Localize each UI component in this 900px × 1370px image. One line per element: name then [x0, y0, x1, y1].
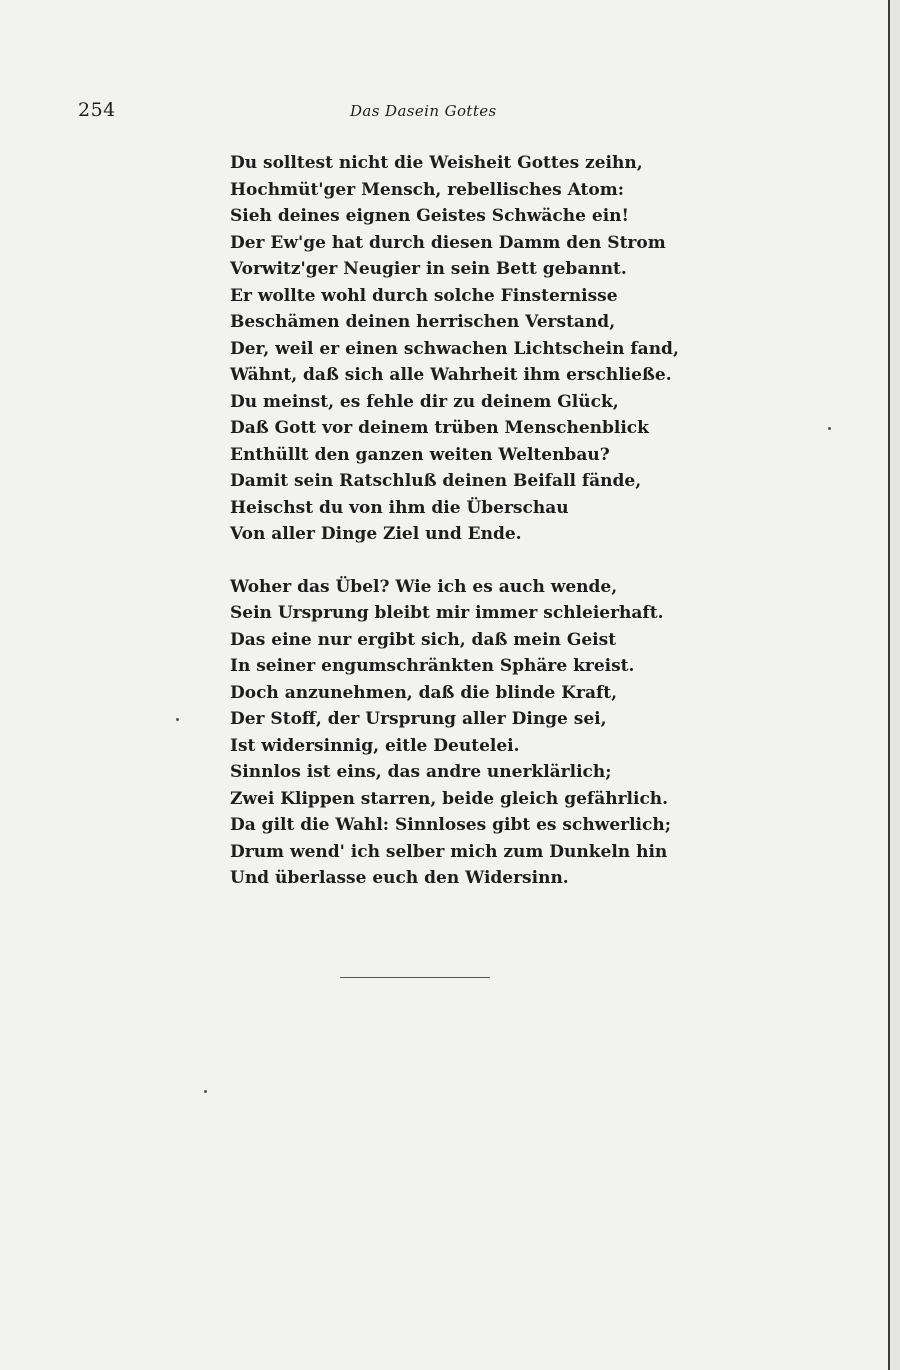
print-speck	[176, 718, 179, 721]
poem-line: Das eine nur ergibt sich, daß mein Geist	[230, 629, 617, 650]
poem-line: Doch anzunehmen, daß die blinde Kraft,	[230, 682, 618, 703]
running-head: Das Dasein Gottes	[350, 102, 497, 120]
poem-line: Woher das Übel? Wie ich es auch wende,	[230, 576, 618, 597]
poem-line: Heischst du von ihm die Überschau	[230, 497, 569, 518]
poem	[230, 150, 679, 892]
poem-line: Hochmüt'ger Mensch, rebellisches Atom:	[230, 179, 624, 200]
poem-line: Daß Gott vor deinem trüben Menschenblick	[230, 418, 649, 438]
print-speck	[204, 1090, 207, 1093]
poem-line: Beschämen deinen herrischen Verstand,	[230, 312, 616, 332]
page-edge	[888, 0, 890, 1370]
poem-line: Er wollte wohl durch solche Finsternisse	[230, 285, 618, 306]
poem-line: Du solltest nicht die Weisheit Gottes zeihn,	[230, 153, 643, 173]
poem-line: Von aller Dinge Ziel und Ende.	[230, 524, 522, 544]
poem-line: Der, weil er einen schwachen Lichtschein fand,	[230, 338, 679, 359]
stanza-2	[230, 574, 671, 892]
poem-line: Der Stoff, der Ursprung aller Dinge sei,	[230, 709, 607, 729]
page-edge-shadow	[890, 0, 900, 1370]
poem-line: In seiner engumschränkten Sphäre kreist.	[230, 656, 635, 676]
poem-line: Du meinst, es fehle dir zu deinem Glück,	[230, 391, 619, 412]
poem-line: Enthüllt den ganzen weiten Weltenbau?	[230, 444, 610, 465]
print-speck	[828, 427, 831, 430]
page-number: 254	[78, 99, 116, 121]
poem-line: Da gilt die Wahl: Sinnloses gibt es schwerlich;	[230, 815, 671, 835]
poem-line: Der Ew'ge hat durch diesen Damm den Strom	[230, 232, 666, 253]
poem-line: Drum wend' ich selber mich zum Dunkeln hin	[230, 841, 668, 862]
poem-line: Wähnt, daß sich alle Wahrheit ihm erschließe.	[230, 365, 672, 385]
poem-line: Ist widersinnig, eitle Deutelei.	[230, 735, 520, 756]
poem-line: Sieh deines eignen Geistes Schwäche ein!	[230, 206, 629, 226]
poem-line: Damit sein Ratschluß deinen Beifall fände,	[230, 471, 642, 491]
poem-line: Vorwitz'ger Neugier in sein Bett gebannt.	[230, 259, 627, 279]
poem-line: Und überlasse euch den Widersinn.	[230, 868, 569, 888]
poem-line: Zwei Klippen starren, beide gleich gefährlich.	[230, 788, 669, 809]
poem-line: Sein Ursprung bleibt mir immer schleierhaft.	[230, 603, 664, 623]
poem-line: Sinnlos ist eins, das andre unerklärlich;	[230, 762, 612, 782]
end-rule	[340, 977, 490, 978]
stanza-1	[230, 150, 679, 548]
